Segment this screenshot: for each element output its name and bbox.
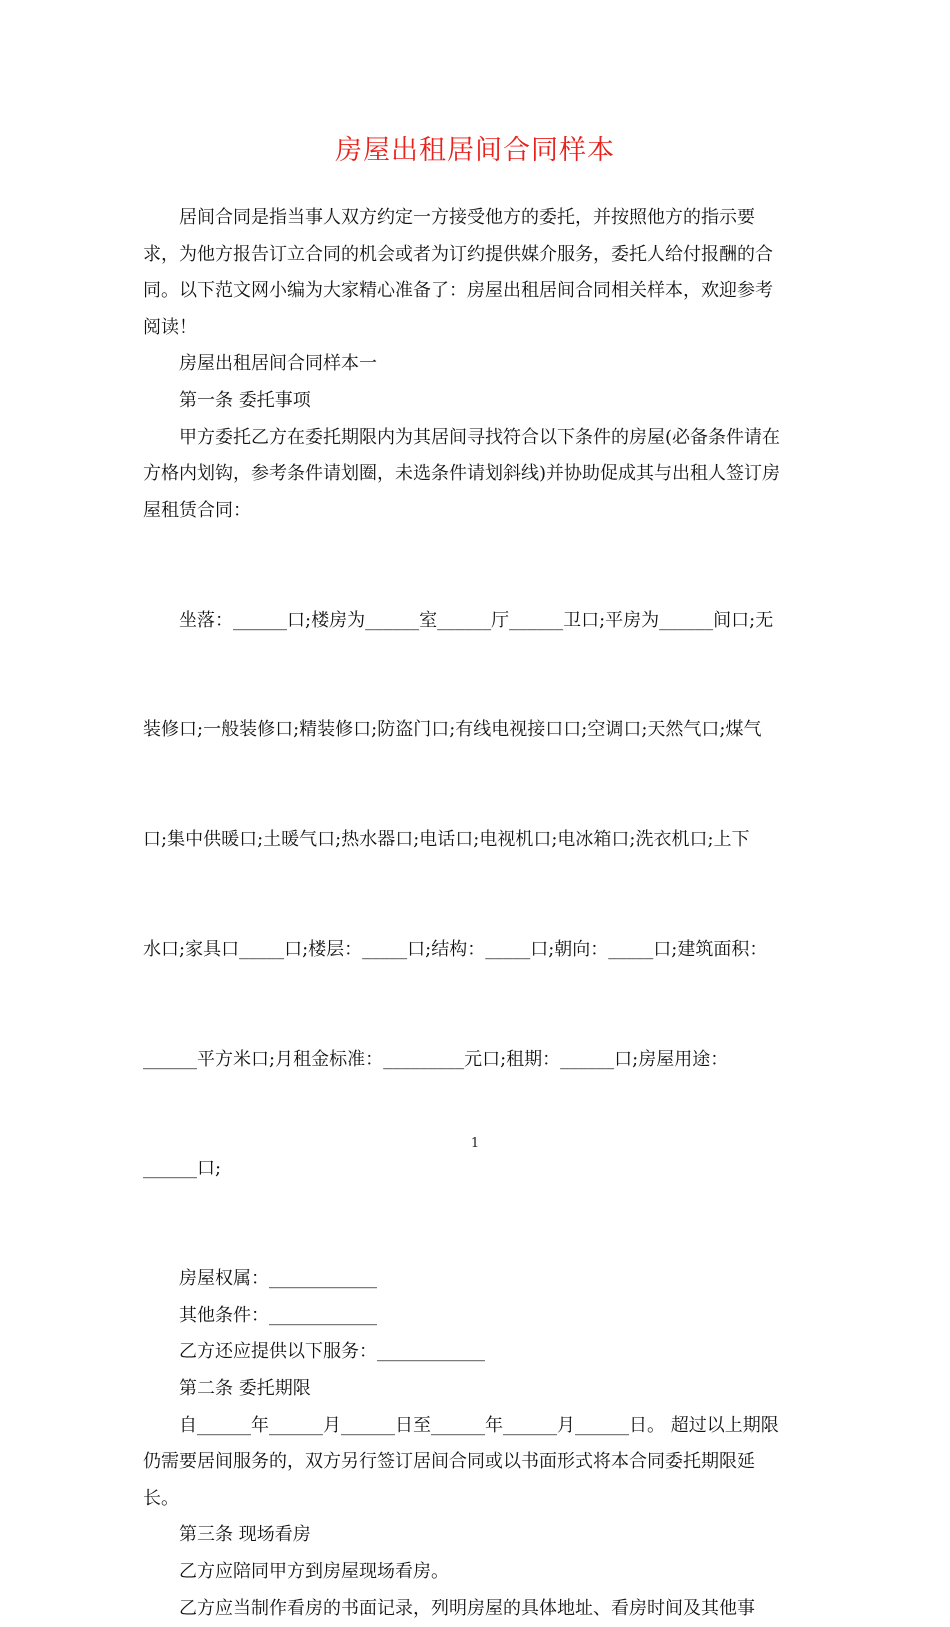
- conditions-line: ______口;: [143, 1158, 222, 1180]
- conditions-line: 装修口;一般装修口;精装修口;防盗门口;有线电视接口口;空调口;天然气口;煤气: [143, 719, 762, 741]
- conditions-paragraph: [143, 529, 803, 1261]
- article3-heading: 第三条 现场看房: [179, 1524, 311, 1546]
- article1-line: 屋租赁合同：: [143, 499, 251, 521]
- article2-line: 长。: [143, 1487, 179, 1509]
- article2-line: 自______年______月______日至______年______月______日。 超过以上期限: [179, 1414, 779, 1436]
- sample-heading: 房屋出租居间合同样本一: [179, 353, 377, 375]
- article1-heading: 第一条 委托事项: [179, 389, 311, 411]
- conditions-line: 坐落：______口;楼房为______室______厅______卫口;平房为______间口;无: [179, 609, 774, 631]
- article3-line: 乙方应当制作看房的书面记录，列明房屋的具体地址、看房时间及其他事: [179, 1597, 755, 1619]
- article1-paragraph: [143, 420, 803, 530]
- article2-paragraph: [143, 1408, 803, 1518]
- other-conditions-line: 其他条件：____________: [179, 1304, 377, 1326]
- document-title: 房屋出租居间合同样本: [335, 135, 615, 166]
- article1-line: 甲方委托乙方在委托期限内为其居间寻找符合以下条件的房屋(必备条件请在: [179, 426, 781, 448]
- page-number: 1: [470, 1136, 480, 1151]
- conditions-line: ______平方米口;月租金标准：_________元口;租期：______口;房屋用途：: [143, 1048, 729, 1070]
- intro-line: 求，为他方报告订立合同的机会或者为订约提供媒介服务，委托人给付报酬的合: [143, 243, 773, 265]
- intro-line: 同。以下范文网小编为大家精心准备了：房屋出租居间合同相关样本，欢迎参考: [143, 280, 773, 302]
- ownership-line: 房屋权属：____________: [179, 1268, 377, 1290]
- intro-line: 居间合同是指当事人双方约定一方接受他方的委托，并按照他方的指示要: [179, 207, 755, 228]
- document-body: [143, 200, 803, 1627]
- conditions-line: 水口;家具口_____口;楼层：_____口;结构：_____口;朝向：_____口;建筑面积：: [143, 938, 768, 960]
- article3-line: 乙方应陪同甲方到房屋现场看房。: [179, 1560, 449, 1582]
- article2-line: 仍需要居间服务的，双方另行签订居间合同或以书面形式将本合同委托期限延: [143, 1451, 755, 1473]
- article2-heading: 第二条 委托期限: [179, 1378, 311, 1399]
- conditions-line: 口;集中供暖口;土暖气口;热水器口;电话口;电视机口;电冰箱口;洗衣机口;上下: [143, 829, 750, 851]
- intro-paragraph: [143, 200, 803, 346]
- intro-line: 阅读！: [143, 316, 197, 338]
- services-line: 乙方还应提供以下服务：____________: [179, 1341, 485, 1363]
- article1-line: 方格内划钩，参考条件请划圈，未选条件请划斜线)并协助促成其与出租人签订房: [143, 463, 781, 485]
